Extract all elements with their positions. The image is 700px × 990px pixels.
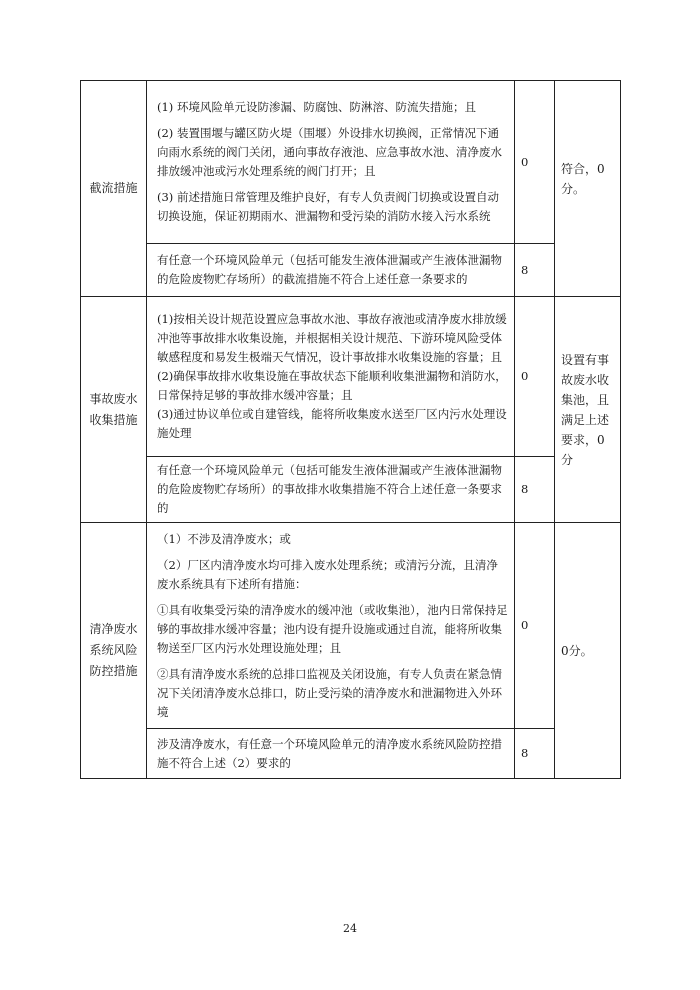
score-cell: 0 [515, 81, 555, 244]
score-cell: 8 [515, 729, 555, 779]
noncompliance-cell: 有任意一个环境风险单元（包括可能发生液体泄漏或产生液体泄漏物的危险废物贮存场所）的事故排水收集措施不符合上述任意一条要求的 [147, 457, 515, 523]
requirement-item: (3)通过协议单位或自建管线，能将所收集废水送至厂区内污水处理设施处理 [157, 407, 507, 440]
requirement-item: ①具有收集受污染的清净废水的缓冲池（或收集池），池内日常保持足够的事故排水缓冲容量；池内设有提升设施或通过自流，能将所收集物送至厂区内污水处理设施处理；且 [157, 602, 508, 655]
score-cell: 0 [515, 297, 555, 457]
requirement-item: (1) 环境风险单元设防渗漏、防腐蚀、防淋溶、防流失措施；且 [157, 100, 476, 114]
requirement-item: (1)按相关设计规范设置应急事故水池、事故存液池或清净废水排放缓冲池等事故排水收集设施，并根据相关设计规范、下游环境风险受体敏感程度和易发生极端天气情况，设计事故排水收集设施的容量；且 [157, 312, 507, 364]
score-cell: 8 [515, 457, 555, 523]
table-row [81, 244, 621, 297]
category-cell: 截流措施 [81, 81, 147, 297]
requirement-item: ②具有清净废水系统的总排口监视及关闭设施，有专人负责在紧急情况下关闭清净废水总排口，防止受污染的清净废水和泄漏物进入外环境 [157, 666, 502, 719]
result-cell: 设置有事故废水收集池，且满足上述要求，0分 [555, 297, 621, 523]
requirement-item: （1）不涉及清净废水；或 [157, 531, 291, 546]
result-cell: 符合，0分。 [555, 81, 621, 297]
noncompliance-cell: 涉及清净废水，有任意一个环境风险单元的清净废水系统风险防控措施不符合上述（2）要求的 [147, 729, 515, 779]
score-cell: 0 [515, 523, 555, 729]
category-cell: 清净废水系统风险防控措施 [81, 523, 147, 779]
table-row [81, 297, 621, 457]
table-row [81, 457, 621, 523]
requirement-cell [147, 81, 515, 244]
category-cell: 事故废水收集措施 [81, 297, 147, 523]
result-cell: 0分。 [555, 523, 621, 779]
requirement-item: （2）厂区内清净废水均可排入废水处理系统；或清污分流，且清净废水系统具有下述所有措施： [157, 557, 498, 591]
requirement-cell [147, 523, 515, 729]
noncompliance-cell: 有任意一个环境风险单元（包括可能发生液体泄漏或产生液体泄漏物的危险废物贮存场所）的截流措施不符合上述任意一条要求的 [147, 244, 515, 297]
score-cell: 8 [515, 244, 555, 297]
risk-assessment-table [80, 80, 621, 779]
table-row [81, 523, 621, 729]
table-row [81, 729, 621, 779]
requirement-item: (2) 装置围堰与罐区防火堤（围堰）外设排水切换阀，正常情况下通向雨水系统的阀门关闭，通向事故存液池、应急事故水池、清净废水排放缓冲池或污水处理系统的阀门打开；且 [157, 126, 502, 178]
table-row [81, 81, 621, 244]
requirement-item: (3) 前述措施日常管理及维护良好，有专人负责阀门切换或设置自动切换设施，保证初期雨水、泄漏物和受污染的消防水接入污水系统 [157, 190, 499, 223]
requirement-cell [147, 297, 515, 457]
page-number: 24 [343, 922, 357, 935]
requirement-item: (2)确保事故排水收集设施在事故状态下能顺利收集泄漏物和消防水，日常保持足够的事故排水缓冲容量；且 [157, 369, 507, 402]
